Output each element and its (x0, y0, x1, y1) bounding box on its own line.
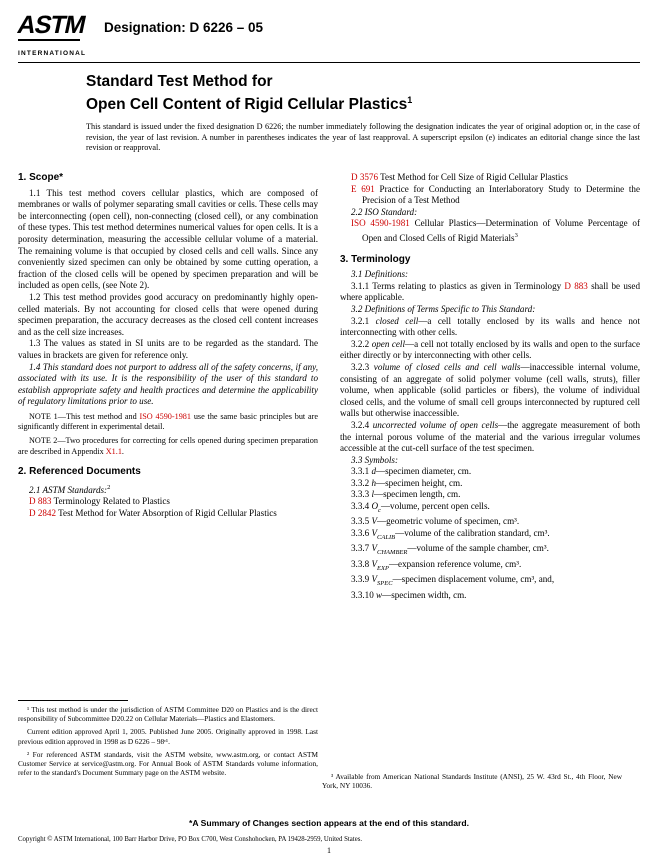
reference-id-d3576[interactable]: D 3576 (351, 172, 379, 182)
symbol-3-3-10-text: —specimen width, cm. (382, 589, 467, 600)
paragraph-3-2-2 (340, 339, 640, 362)
document-header (15, 11, 640, 64)
paragraph-2-2: 2.2 ISO Standard: (351, 206, 418, 217)
symbol-3-3-6-number: 3.3.6 (351, 528, 370, 539)
symbol-3-3-6 (340, 528, 640, 543)
note-1-ref-iso[interactable]: ISO 4590-1981 (139, 411, 191, 421)
footnote-1b: Current edition approved April 1, 2005. Published June 2005. Originally approved in 1998. Last previous edition approved in 1998 as D 6226 – 98ᵋ¹. (18, 727, 318, 746)
symbol-3-3-2-symbol: h (371, 477, 377, 488)
symbol-3-3-8-number: 3.3.8 (351, 558, 370, 569)
summary-of-changes-note: *A Summary of Changes section appears at the end of this standard. (189, 818, 469, 828)
footnote-divider (18, 700, 128, 701)
paragraph-1-2: 1.2 This test method provides good accuracy on predominantly highly open-celled materials. By not accounting for closed cells that were opened during specimen preparation, the accuracy decreases as the closed cell content increases and as the cell size increases. (18, 291, 318, 337)
symbol-3-3-5 (340, 516, 640, 528)
header-divider (18, 62, 640, 63)
note-2-ref-appendix[interactable]: X1.1 (105, 446, 122, 456)
iso-footnote-marker: 3 (514, 231, 518, 239)
footnote-3: ³ Available from American National Standards Institute (ANSI), 25 W. 43rd St., 4th Floor, New York, NY 10036. (322, 772, 622, 791)
title-line-2 (86, 91, 640, 114)
term-3-2-1-text: —a cell totally enclosed by its walls and hence not interconnecting with other cells. (340, 315, 640, 338)
reference-id-e691[interactable]: E 691 (351, 183, 375, 194)
astm-standards-footnote-marker: 2 (107, 483, 111, 491)
symbol-3-3-2 (340, 478, 640, 490)
paragraph-3-2-3 (340, 362, 640, 420)
reference-title-d883: Terminology Related to Plastics (53, 496, 170, 507)
term-3-1-1-pre: 3.1.1 Terms relating to plastics as given in Terminology (351, 280, 565, 291)
right-column (340, 172, 640, 601)
symbol-3-3-1-text: —specimen diameter, cm. (376, 466, 472, 477)
note-2: NOTE 2—Two procedures for correcting for cells opened during specimen preparation are described in Appendix X1.1. (18, 436, 318, 456)
symbol-3-3-9-subscript: SPEC (377, 580, 393, 588)
symbol-3-3-8 (340, 559, 640, 574)
symbol-3-3-2-text: —specimen height, cm. (376, 477, 463, 488)
symbol-3-3-7-number: 3.3.7 (351, 543, 370, 554)
reference-item-iso4590 (340, 218, 640, 244)
reference-title-d3576: Test Method for Cell Size of Rigid Cellular Plastics (380, 172, 568, 182)
symbol-3-3-4 (340, 501, 640, 516)
paragraph-3-1-1 (340, 281, 640, 304)
footnotes-left (18, 700, 318, 781)
title-line-1: Standard Test Method for (86, 73, 273, 90)
symbol-3-3-9 (340, 574, 640, 589)
note-1: NOTE 1—This test method and ISO 4590-1981 use the same basic principles but are significantly different in experimental detail. (18, 411, 319, 432)
paragraph-3-2-1 (340, 316, 640, 339)
symbol-3-3-9-text: —specimen displacement volume, cm³, and, (392, 574, 555, 585)
symbol-3-3-4-symbol: O (371, 501, 379, 512)
left-column (18, 172, 318, 519)
symbol-3-3-1-number: 3.3.1 (351, 466, 370, 477)
footnotes-right (322, 772, 622, 794)
term-3-2-4-number: 3.2.4 (351, 419, 370, 430)
symbol-3-3-7-text: —volume of the sample chamber, cm³. (407, 543, 549, 554)
symbol-3-3-5-symbol: V (371, 516, 378, 527)
astm-logo (15, 11, 88, 60)
note-1-label: NOTE 1 (29, 411, 58, 421)
page-number: 1 (327, 846, 331, 855)
symbol-3-3-3-text: —specimen length, cm. (374, 489, 461, 500)
symbol-3-3-4-number: 3.3.4 (351, 501, 370, 512)
paragraph-3-2: 3.2 Definitions of Terms Specific to This Standard: (351, 303, 536, 314)
symbol-3-3-5-text: —geometric volume of specimen, cm³. (377, 516, 520, 527)
symbol-3-3-10 (340, 590, 640, 602)
title-line-2-text: Open Cell Content of Rigid Cellular Plastics (86, 96, 408, 114)
paragraph-1-1: 1.1 This test method covers cellular plastics, which are composed of membranes or walls of polymer separating small cavities or cells. These cells may be interconnecting (open cell), non-connecting (closed cell), or any combination of these types. This test method determines numerical values for open cells. It is a porosity determination, measuring the accessible cellular volume of a material. The remaining volume is that occupied by closed cells and cell walls. Since any conveniently sized specimen can only be obtained by some cutting operation, a fraction of the closed cells will be opened by specimen preparation and will be included as open cells, (see Note 2). (18, 187, 318, 291)
term-3-2-3-number: 3.2.3 (351, 361, 370, 372)
term-3-2-4-term: uncorrected volume of open cells (372, 419, 499, 430)
logo-divider (18, 39, 80, 41)
symbol-3-3-8-symbol: V (371, 558, 378, 569)
note-2-label: NOTE 2 (29, 436, 58, 446)
symbol-3-3-1 (340, 466, 640, 478)
symbol-3-3-3 (340, 489, 640, 501)
copyright-line: Copyright © ASTM International, 100 Barr Harbor Drive, PO Box C700, West Conshohocken, PA 19428-2959, United States. (18, 836, 363, 843)
term-3-2-4-text: —the aggregate measurement of both the internal porous volume of the material and the various irregular volumes accessible at the cut-cell surface of the test specimen. (340, 419, 640, 454)
term-3-2-2-term: open cell (371, 338, 405, 349)
standard-issue-note: This standard is issued under the fixed designation D 6226; the number immediately following the designation indicates the year of original adoption or, in the case of revision, the year of last revision. A number in parentheses indicates the year of last reapproval. A superscript epsilon (e) indicates an editorial change since the last revision or reapproval. (86, 122, 640, 152)
symbol-3-3-2-number: 3.3.2 (351, 477, 370, 488)
section-heading-scope: 1. Scope* (18, 172, 64, 183)
footnote-2: ² For referenced ASTM standards, visit the ASTM website, www.astm.org, or contact ASTM Customer Service at service@astm.org. For Annual Book of ASTM Standards volume information, refer to the standard's Document Summary page on the ASTM website. (18, 749, 318, 778)
title-block (86, 72, 640, 114)
term-3-2-1-number: 3.2.1 (351, 315, 370, 326)
term-3-1-1-post: shall be used where applicable. (340, 280, 640, 303)
term-3-2-2-text: —a cell not totally enclosed by its walls and open to the surface either directly or by interconnecting with other cells. (340, 338, 640, 361)
astm-logo-text: ASTM (15, 11, 88, 39)
section-heading-terminology: 3. Terminology (340, 253, 411, 265)
symbol-3-3-9-number: 3.3.9 (351, 574, 370, 585)
symbol-3-3-4-text: —volume, percent open cells. (380, 501, 490, 512)
paragraph-3-1: 3.1 Definitions: (351, 269, 409, 280)
paragraph-3-2-4 (340, 420, 640, 455)
term-3-1-1-ref-d883[interactable]: D 883 (564, 280, 588, 291)
symbol-3-3-6-symbol: V (371, 528, 378, 539)
symbol-3-3-3-symbol: l (371, 489, 374, 500)
term-3-2-3-text: —inaccessible internal volume, consisting of an aggregate of solid polymer volume (cell walls, struts), filler volume, when applicable (solid particles or fibers), the volume of individual closed cells, and the volume of small cell groups interconnected by ruptured cell walls but otherwise inaccessible. (340, 361, 640, 419)
reference-item-d3576 (340, 172, 640, 184)
term-3-2-3-term: volume of closed cells and cell walls (373, 361, 521, 372)
symbol-3-3-6-text: —volume of the calibration standard, cm³. (395, 528, 550, 539)
astm-standards-label: 2.1 ASTM Standards: (29, 484, 108, 495)
paragraph-1-3: 1.3 The values as stated in SI units are to be regarded as the standard. The values in brackets are given for reference only. (18, 338, 318, 360)
reference-id-iso4590[interactable]: ISO 4590-1981 (351, 218, 410, 229)
reference-item-e691 (340, 184, 640, 207)
reference-title-iso4590: Cellular Plastics—Determination of Volume Percentage of Open and Closed Cells of Rigid Materials (362, 218, 640, 243)
symbol-3-3-9-symbol: V (371, 574, 378, 585)
reference-item-d883 (18, 496, 318, 508)
paragraph-3-3: 3.3 Symbols: (351, 454, 398, 465)
reference-title-d2842: Test Method for Water Absorption of Rigid Cellular Plastics (58, 507, 277, 518)
symbol-3-3-10-symbol: w (376, 589, 383, 600)
reference-id-d2842[interactable]: D 2842 (29, 507, 57, 518)
symbol-3-3-10-number: 3.3.10 (351, 589, 374, 600)
symbol-3-3-7-symbol: V (371, 543, 378, 554)
term-3-2-2-number: 3.2.2 (351, 338, 370, 349)
symbol-3-3-5-number: 3.3.5 (351, 516, 370, 527)
footnote-1: ¹ This test method is under the jurisdiction of ASTM Committee D20 on Plastics and is the direct responsibility of Subcommittee D20.22 on Cellular Materials—Plastics and Elastomers. (18, 705, 318, 724)
symbol-3-3-8-text: —expansion reference volume, cm³. (388, 558, 522, 569)
symbol-3-3-3-number: 3.3.3 (351, 489, 370, 500)
reference-id-d883[interactable]: D 883 (29, 496, 52, 507)
reference-item-d2842 (18, 508, 318, 520)
symbol-3-3-7 (340, 543, 640, 558)
reference-title-e691: Practice for Conducting an Interlaboratory Study to Determine the Precision of a Test Method (362, 183, 640, 206)
term-3-2-1-term: closed cell (375, 315, 419, 326)
symbol-3-3-6-subscript: CALIB (377, 533, 396, 541)
designation-label: Designation: D 6226 – 05 (104, 20, 264, 35)
paragraph-2-1 (18, 482, 318, 497)
paragraph-1-4: 1.4 This standard does not purport to address all of the safety concerns, if any, associated with its use. It is the responsibility of the user of this standard to establish appropriate safety and health practices and determine the applicability of regulatory limitations prior to use. (18, 361, 318, 407)
astm-logo-subtext: INTERNATIONAL (18, 50, 87, 57)
symbol-3-3-7-subscript: CHAMBER (377, 549, 408, 557)
section-heading-referenced-documents: 2. Referenced Documents (18, 466, 141, 478)
symbol-3-3-1-symbol: d (371, 466, 377, 477)
symbol-3-3-4-subscript: c (378, 506, 381, 514)
title-footnote-marker: 1 (407, 95, 413, 105)
symbol-3-3-8-subscript: EXP (377, 564, 389, 572)
